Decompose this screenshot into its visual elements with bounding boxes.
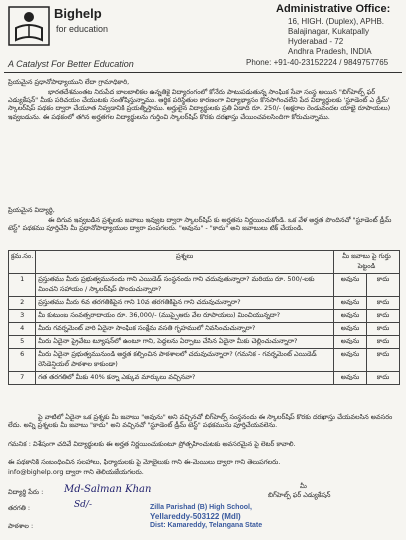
org-prefix: మీ (300, 482, 307, 490)
answer-no[interactable]: కాదు (367, 297, 400, 310)
brand-name: Bighelp (54, 6, 102, 21)
dear-student: ప్రియమైన విద్యార్థి, (8, 206, 55, 214)
answer-yes[interactable]: అవును (334, 349, 367, 372)
table-row (9, 336, 400, 349)
table-header-row (9, 251, 400, 274)
instructions-paragraph: ఈ దిగువ ఇవ్వబడిన ప్రశ్నలకు జవాబు ఇవ్వుట ద్వారా స్కాలర్‌షిప్ కు అర్హతను నిర్ణయించుకోండి. ఒక వేళ అర్హత పొందినచో "స్టూడెంట్ డ్రీమ్ టెస్ట్" పథకము పూర్తిచేసి మీ ప్రధానోపాధ్యాయుల ద్వారా పంపగలరు. "అవును" - "కాదు" అని జవాబులు టిక్ చేయండి. (8, 216, 392, 233)
table-row (9, 349, 400, 372)
answer-no[interactable]: కాదు (367, 336, 400, 349)
col-header-answer: మీ జవాబు పై గుర్తు పెట్టండి (334, 251, 400, 274)
table-row (9, 274, 400, 297)
table-row (9, 310, 400, 323)
contact-paragraph: ఈ పథకానికి సంబంధించిన సలహాలు, ఫిర్యాదులకు పై మోబైలుకు గాని ఈ-మెయిలు ద్వారా గాని తెలుపగలరు. (8, 458, 281, 466)
closing-paragraph: పై వాటిలో ఏదైనా ఒక ప్రశ్నకు మీ జవాబు "అవును" అని వచ్చినచో బిగ్‌హెల్ప్ సంస్థనందు ఈ స్కాలర్‌షిప్ కొరకు దరఖాస్తు చేయవలసిన అవసరం లేదు. అన్ని ప్రశ్నలకు మీ జవాబు "కాదు" అని వచ్చినచో "స్టూడెంట్ డ్రీమ్ టెస్ట్" పథకమును పూర్తిచేయవలెను. (8, 413, 393, 430)
row-number: 7 (9, 372, 36, 385)
note-paragraph: గమనిక : విశేషంగా చదివే విద్యార్థులకు ఈ అర్హత నిర్ణయించుకుంటూ ప్రోత్సహించుటకు అవసరమైన పై లెటర్ కావాలి. (8, 440, 296, 448)
student-name-label: విద్యార్థి పేరు : (8, 488, 44, 496)
table-row (9, 297, 400, 310)
office-title: Administrative Office: (276, 3, 391, 15)
row-number: 6 (9, 349, 36, 372)
brand-subtitle: for education (56, 24, 109, 34)
row-question: గత తరగతిలో మీకు 40% కన్నా ఎక్కువ మార్కులు వచ్చినవా? (36, 372, 334, 385)
office-phone: Phone: +91-40-23152224 / 9849757765 (246, 58, 389, 67)
question-rows (9, 274, 400, 385)
answer-no[interactable]: కాదు (367, 372, 400, 385)
stamp-line: Dist: Kamareddy, Telangana State (150, 522, 263, 529)
row-number: 5 (9, 336, 36, 349)
row-question: మీరు ఏదైనా ప్రైవేటు ట్యూషన్‌లో ఉంటూ గాని, పెద్దలను ఏర్పాటు చేసిన ఏదైనా మీకు చెల్లించుచున్నారా? (36, 336, 334, 349)
answer-yes[interactable]: అవును (334, 372, 367, 385)
answer-no[interactable]: కాదు (367, 323, 400, 336)
stamp-line: Zilla Parishad (B) High School, (150, 504, 252, 511)
row-question: మీరు గవర్నమెంట్ వారి ఏదైనా సాంఘిక సంక్షేమ వసతి గృహములో నివసించుచున్నారా? (36, 323, 334, 336)
col-header-no: క్రమ.సం. (9, 251, 36, 274)
answer-yes[interactable]: అవును (334, 274, 367, 297)
salutation: ప్రియమైన ప్రధానోపాధ్యాయుని లేదా గ్రామాధికారి, (8, 78, 130, 86)
header-divider (4, 72, 402, 73)
answer-no[interactable]: కాదు (367, 310, 400, 323)
student-name-handwritten: Md-Salman Khan (64, 484, 152, 495)
school-stamp (150, 503, 270, 530)
answer-yes[interactable]: అవును (334, 310, 367, 323)
row-question: ప్రస్తుతము మీరు 6వ తరగతికిపైన గాని 10వ తరగతికిపైన గాని చదువుచున్నారా? (36, 297, 334, 310)
email-line: info@bighelp.org ద్వారా గాని తెలియజేయగలరు. (8, 468, 144, 476)
teacher-label: తరగతి : (8, 504, 31, 512)
org-signature-label: బిగ్‌హెల్ప్ ఫర్ ఎడ్యుకేషన్ (268, 491, 331, 499)
row-number: 4 (9, 323, 36, 336)
answer-no[interactable]: కాదు (367, 349, 400, 372)
row-number: 2 (9, 297, 36, 310)
school-label: పాఠశాల : (8, 522, 34, 530)
row-question: ప్రస్తుతము మీరు ప్రభుత్వమునందు గాని ఎయిడెడ్ సంస్థనందు గాని చదువుతున్నారా? మరియు రూ. 500/-లకు మించని సహాయం / స్కాలర్‌షిప్ పొందుచున్నారా? (36, 274, 334, 297)
row-number: 3 (9, 310, 36, 323)
stamp-line: Yellareddy-503122 (Mdl) (150, 512, 241, 521)
answer-yes[interactable]: అవును (334, 297, 367, 310)
col-header-question: ప్రశ్నలు (36, 251, 334, 274)
row-question: మీ కుటుంబ సంవత్సరాదాయం రూ. 36,000/- (ముప్పైఆరు వేల రూపాయలు) మించియున్నదా? (36, 310, 334, 323)
row-number: 1 (9, 274, 36, 297)
tagline: A Catalyst For Better Education (8, 59, 134, 69)
row-question: మీరు ఏదైనా ప్రభుత్వమునుండి అర్హత కల్పించిన పాఠశాలలో చదువుచున్నారా? (గమనిక - గవర్నమెంట్ ఎయిడెడ్ రెసిడెన్షియల్ పాఠశాల కాకుండా) (36, 349, 334, 372)
eligibility-table (8, 250, 400, 385)
answer-yes[interactable]: అవును (334, 323, 367, 336)
office-address: 16, HIGH. (Duplex), APHB. Balajinagar, Kukatpally Hyderabad - 72 Andhra Pradesh, INDIA (288, 17, 385, 56)
table-row (9, 323, 400, 336)
teacher-signature-handwritten: Sd/- (74, 500, 92, 510)
table-row (9, 372, 400, 385)
answer-yes[interactable]: అవును (334, 336, 367, 349)
answer-no[interactable]: కాదు (367, 274, 400, 297)
book-reader-logo-icon (8, 6, 50, 46)
intro-paragraph: భారతదేశమంతట నిరుపేద బాలబాలికల ఉన్నతికై విద్యారంగంలో కోనేరు పాటుపడుతున్న సాంఘిక సేవా సంస్థ అయిన "బిగ్‌హెల్ప్ ఫర్ ఎడ్యుకేషన్" మీకు పరిచయం చేయుటకు సంతోషిస్తున్నాము. ఆర్థిక పరిస్థితుల కారణంగా విద్యాభ్యాసం కొనసాగించలేని పేద విద్యార్థులకు 'స్టూడెంట్ ఎ డ్రీమ్' స్కాలర్‌షిప్ పథకం ద్వారా చేయూత నివ్వడానికి ప్రయత్నిస్తాము. అర్హులైన విద్యార్థులకు ప్రతి ఏడాది రూ. 250/- (అక్షరాల రెండువందల యాభై రూపాయలు) ఇవ్వబడును. ఈ పథకంలో తగిన అర్హతగల విద్యార్థులను గుర్తించి స్కాలర్‌షిప్ కొరకు దరఖాస్తు చేయించవలసిందిగా కోరుచున్నాము. (8, 88, 391, 121)
